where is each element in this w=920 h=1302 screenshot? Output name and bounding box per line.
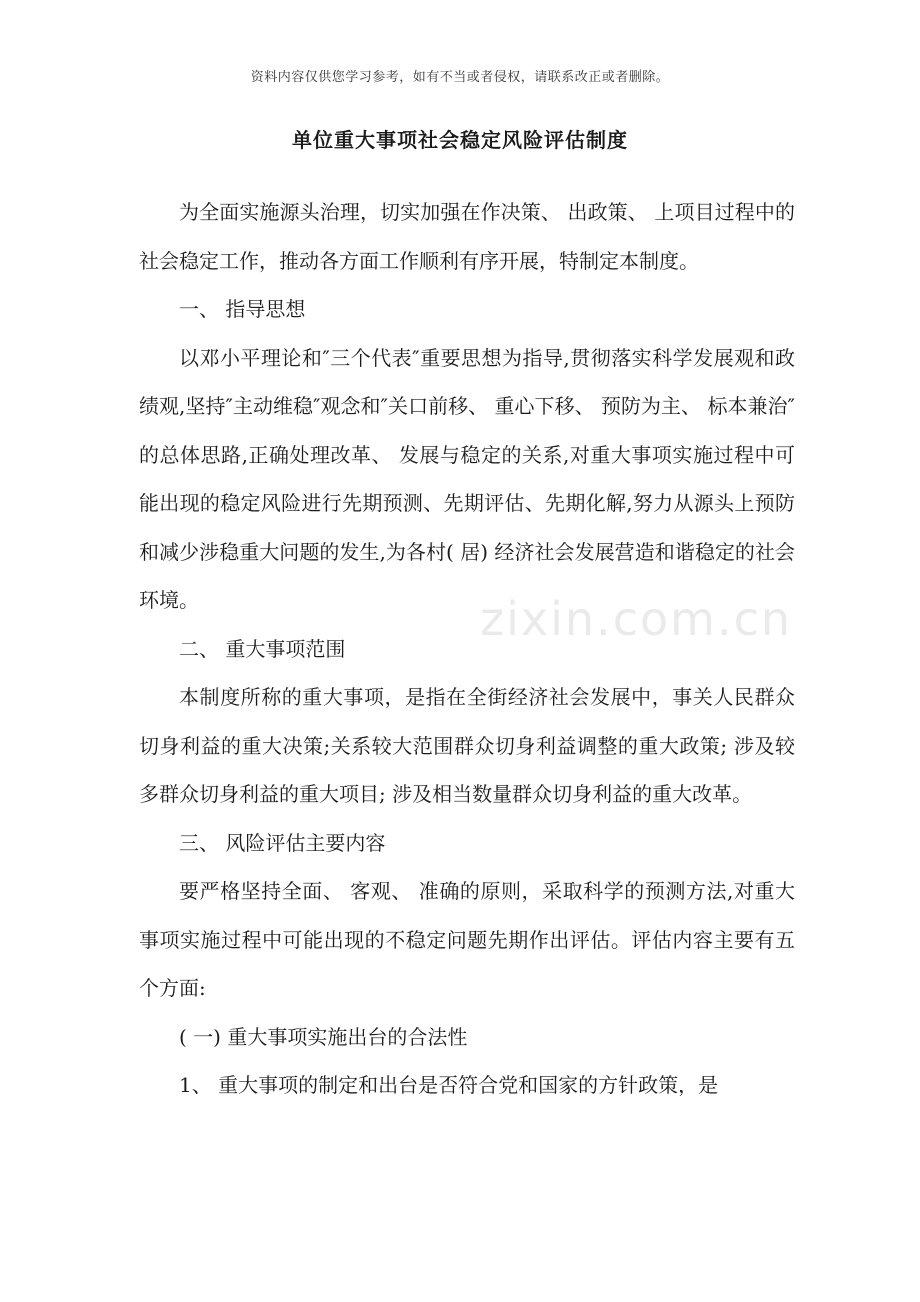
document-title: 单位重大事项社会稳定风险评估制度 xyxy=(292,128,628,152)
section-paragraph-scope: 本制度所称的重大事项，是指在全街经济社会发展中，事关人民群众切身利益的重大决策;关系较大范围群众切身利益调整的重大政策; 涉及较多群众切身利益的重大项目; 涉及相当数量群众切身利益的重大改革。 xyxy=(139,685,795,806)
section-paragraph-guiding-thought: 以邓小平理论和″三个代表″重要思想为指导,贯彻落实科学发展观和政绩观,坚持″主动维稳″观念和″关口前移、 重心下移、 预防为主、 标本兼治″的总体思路,正确处理改革、 发展与稳定的关系,对重大事项实施过程中可能出现的稳定风险进行先期预测、先期评估、先期化解,努力从源头上预防和减少涉稳重大问题的发生,为各村( 居) 经济社会发展营造和谐稳定的社会环境。 xyxy=(139,345,795,612)
document-body xyxy=(139,188,795,1110)
disclaimer-notice: 资料内容仅供您学习参考，如有不当或者侵权，请联系改正或者删除。 xyxy=(250,70,670,85)
watermark-text: zixin.com.cn xyxy=(480,592,793,646)
section-paragraph-assessment-content: 要严格坚持全面、 客观、 准确的原则，采取科学的预测方法,对重大事项实施过程中可能出现的不稳定问题先期作出评估。评估内容主要有五个方面: xyxy=(139,879,795,1000)
intro-paragraph: 为全面实施源头治理，切实加强在作决策、 出政策、 上项目过程中的社会稳定工作，推动各方面工作顺利有序开展，特制定本制度。 xyxy=(139,200,795,273)
sub-heading-legality: ( 一) 重大事项实施出台的合法性 xyxy=(179,1024,468,1049)
section-heading-scope: 二、 重大事项范围 xyxy=(179,636,346,661)
list-item-1: 1、 重大事项的制定和出台是否符合党和国家的方针政策，是 xyxy=(179,1073,719,1097)
section-heading-assessment-content: 三、 风险评估主要内容 xyxy=(179,830,386,855)
section-heading-guiding-thought: 一、 指导思想 xyxy=(179,297,306,321)
